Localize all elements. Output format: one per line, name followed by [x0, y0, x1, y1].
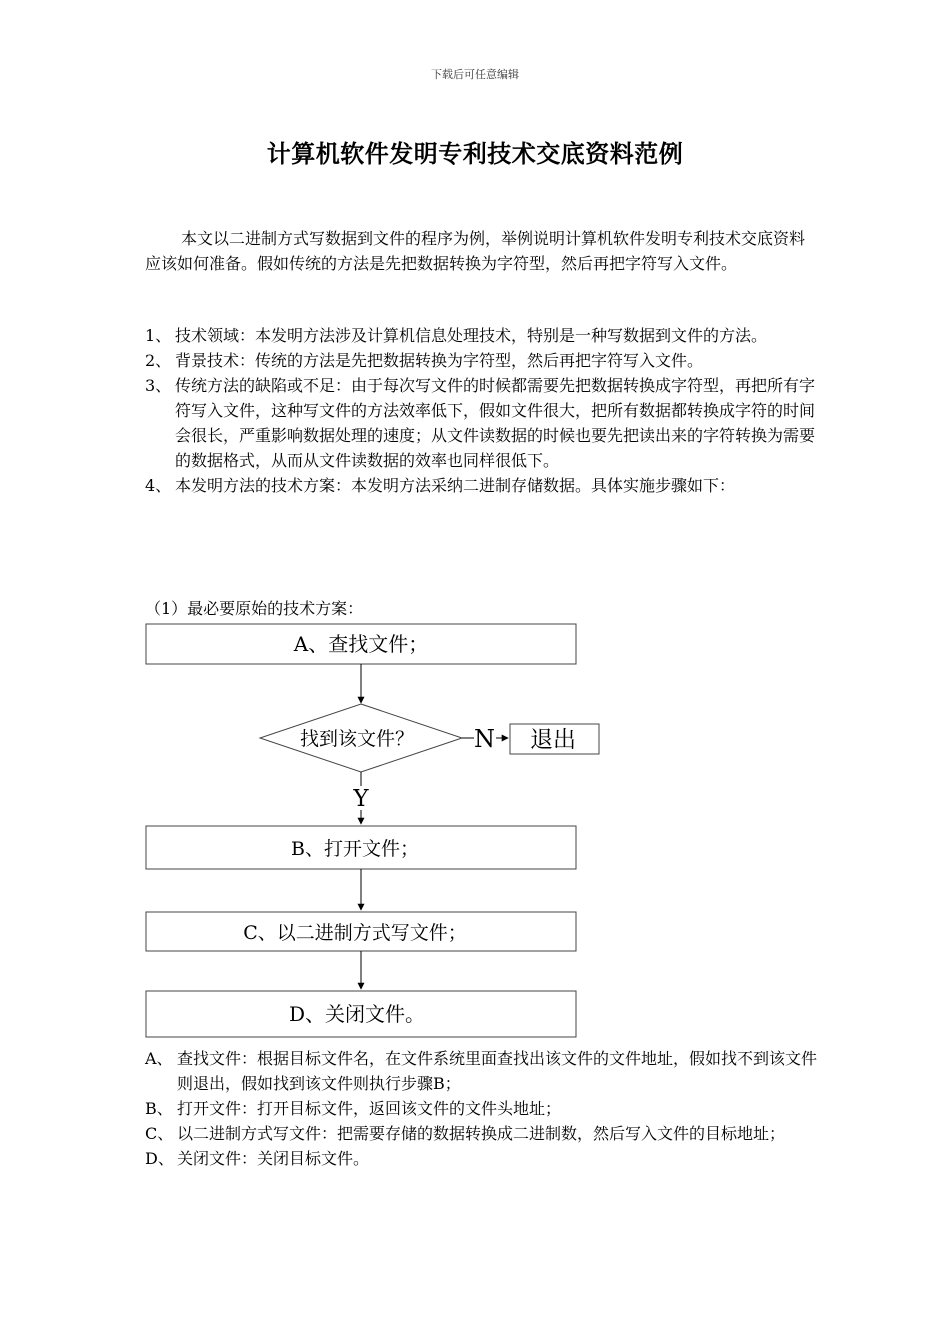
step-letter: D、: [145, 1149, 174, 1168]
section-text: 本发明方法的技术方案：本发明方法采纳二进制存储数据。具体实施步骤如下：: [175, 476, 736, 495]
section-number: 3、: [145, 376, 172, 395]
section-number: 2、: [145, 351, 172, 370]
section-number: 1、: [145, 326, 172, 345]
section-text: 传统方法的缺陷或不足：由于每次写文件的时候都需要先把数据转换成字符型，再把所有字符写入文件，这种写文件的方法效率低下，假如文件很大，把所有数据都转换成字符的时间会很长，严重影响数据处理的速度；从文件读数据的时候也要先把读出来的字符转换为需要的数据格式，从而从文件读数据的效率也同样很低下。: [175, 376, 816, 470]
flow-box-b-label: B、打开文件；: [291, 838, 419, 860]
step-text: 查找文件：根据目标文件名，在文件系统里面查找出该文件的文件地址，假如找不到该文件则退出，假如找到该文件则执行步骤B；: [177, 1049, 818, 1093]
section-number: 4、: [145, 476, 172, 495]
step-item-c: [145, 1121, 825, 1146]
section-text: 背景技术：传统的方法是先把数据转换为字符型，然后再把字符写入文件。: [175, 351, 704, 370]
flow-yes-label: Y: [353, 786, 369, 812]
step-text: 关闭文件：关闭目标文件。: [177, 1149, 370, 1168]
header-note: 下载后可任意编辑: [431, 68, 519, 81]
section-text: 技术领域：本发明方法涉及计算机信息处理技术，特别是一种写数据到文件的方法。: [175, 326, 768, 345]
step-text: 以二进制方式写文件：把需要存储的数据转换成二进制数，然后写入文件的目标地址；: [177, 1124, 786, 1143]
flow-box-d-label: D、关闭文件。: [288, 1002, 426, 1026]
flow-no-label: N: [474, 725, 495, 753]
flow-decision-label: 找到该文件？: [299, 728, 415, 750]
step-letter: B、: [145, 1099, 173, 1118]
step-item-d: [145, 1146, 825, 1171]
flow-box-c-label: C、以二进制方式写文件；: [243, 922, 467, 944]
step-text: 打开文件：打开目标文件，返回该文件的文件头地址；: [177, 1099, 562, 1118]
flow-box-a-label: A、查找文件；: [293, 632, 429, 656]
step-item-a: [145, 1046, 825, 1096]
document-title: 计算机软件发明专利技术交底资料范例: [266, 139, 684, 168]
intro-paragraph: 本文以二进制方式写数据到文件的程序为例，举例说明计算机软件发明专利技术交底资料应该如何准备。假如传统的方法是先把数据转换为字符型，然后再把字符写入文件。: [145, 229, 806, 273]
flow-exit-label: 退出: [530, 727, 576, 753]
step-item-b: [145, 1096, 825, 1121]
step-list: [145, 1046, 825, 1171]
step-letter: A、: [145, 1049, 173, 1068]
plan-label: （1）最必要原始的技术方案：: [145, 599, 364, 618]
step-letter: C、: [145, 1124, 174, 1143]
